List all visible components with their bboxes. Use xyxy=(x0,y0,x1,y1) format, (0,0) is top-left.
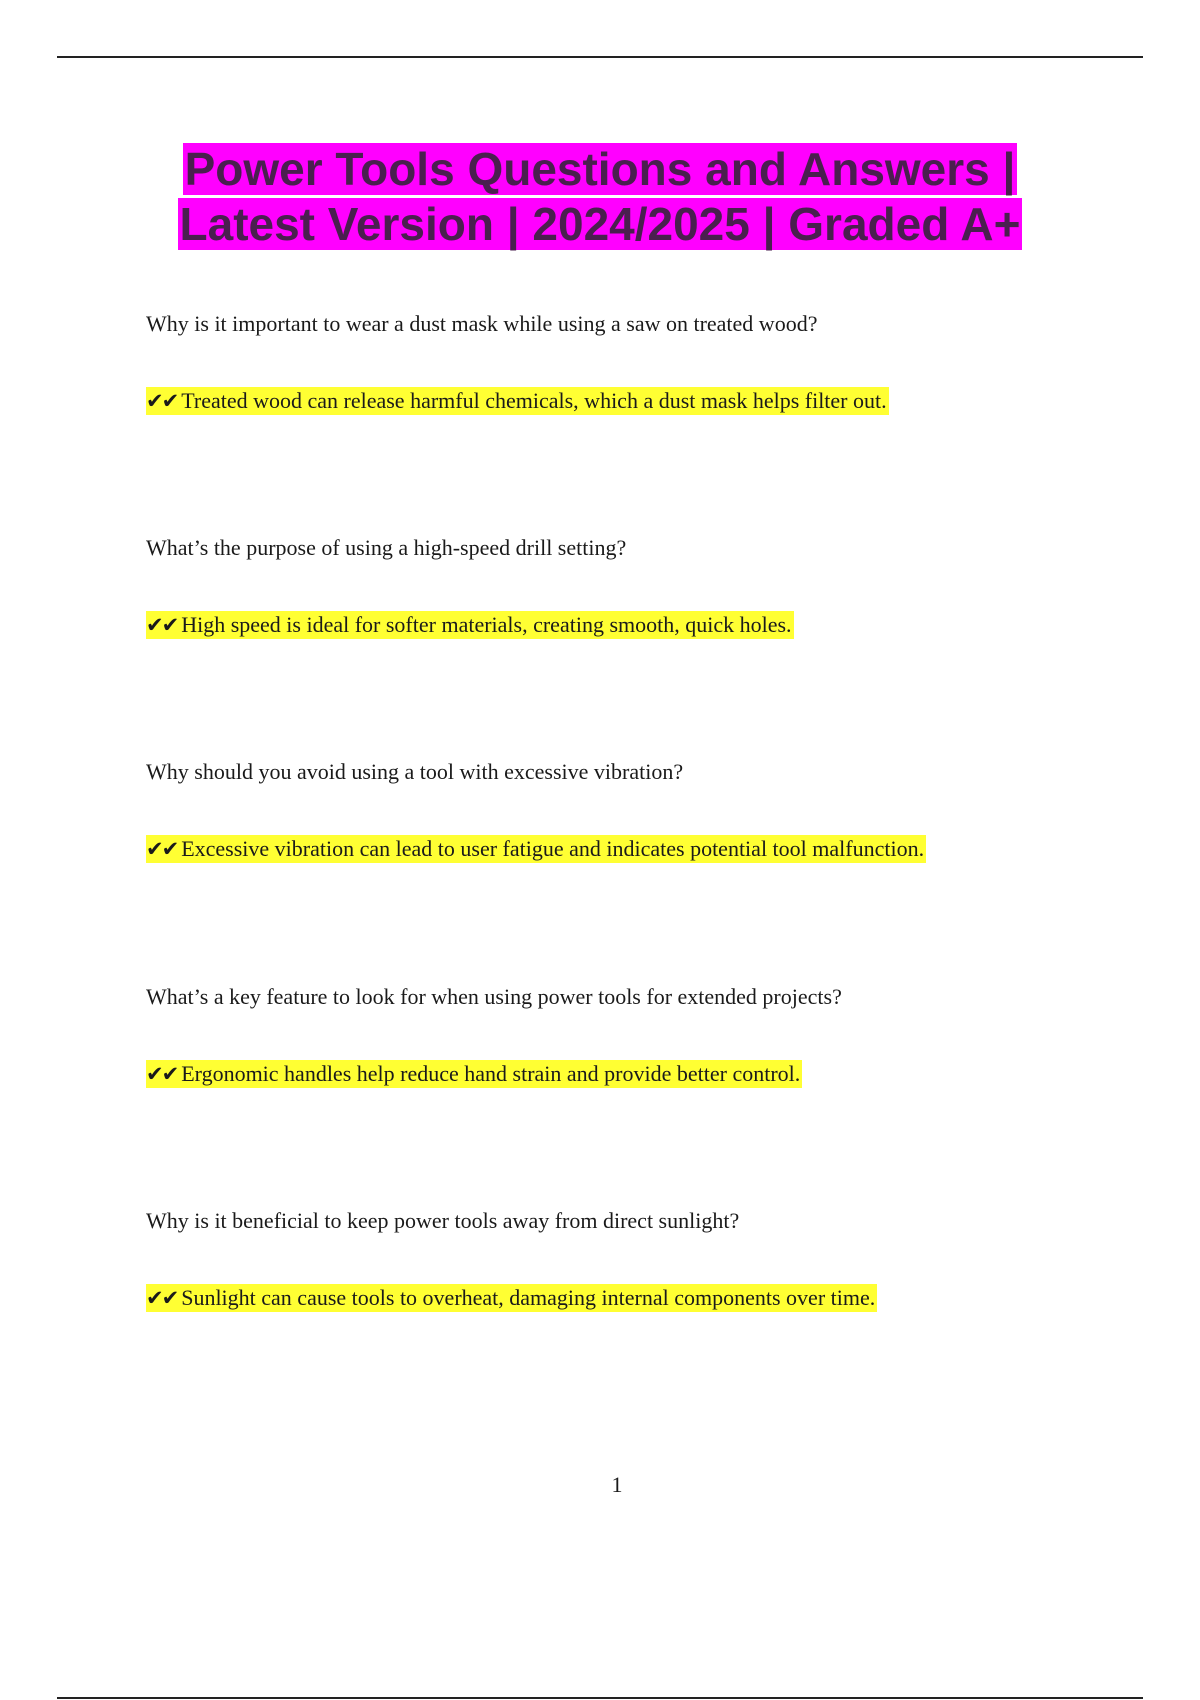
page-number: 1 xyxy=(611,1472,623,1497)
question-text: Why is it beneficial to keep power tools away from direct sunlight? xyxy=(146,1208,740,1233)
double-check-icon: ✔✔ xyxy=(146,1062,178,1086)
answer-highlight xyxy=(146,1060,802,1088)
answer-highlight xyxy=(146,835,926,863)
question-text: Why is it important to wear a dust mask while using a saw on treated wood? xyxy=(146,311,818,336)
qa-item-1 xyxy=(146,311,1066,415)
title-line-2: Latest Version | 2024/2025 | Graded A+ xyxy=(179,198,1021,250)
answer-highlight xyxy=(146,387,889,415)
bottom-rule xyxy=(57,1697,1143,1699)
answer-text: Ergonomic handles help reduce hand strain and provide better control. xyxy=(181,1061,801,1086)
answer-text: High speed is ideal for softer materials, creating smooth, quick holes. xyxy=(181,612,792,637)
answer-text: Excessive vibration can lead to user fatigue and indicates potential tool malfunction. xyxy=(181,836,925,861)
double-check-icon: ✔✔ xyxy=(146,389,178,413)
question-text: What’s the purpose of using a high-speed drill setting? xyxy=(146,535,627,560)
answer-text: Sunlight can cause tools to overheat, damaging internal components over time. xyxy=(181,1285,876,1310)
qa-item-2 xyxy=(146,535,1066,639)
document-title xyxy=(0,142,1200,252)
qa-item-5 xyxy=(146,1208,1066,1312)
answer-highlight xyxy=(146,1284,877,1312)
question-text: What’s a key feature to look for when using power tools for extended projects? xyxy=(146,984,842,1009)
qa-item-3 xyxy=(146,759,1066,863)
title-line-1: Power Tools Questions and Answers | xyxy=(184,143,1016,195)
double-check-icon: ✔✔ xyxy=(146,613,178,637)
double-check-icon: ✔✔ xyxy=(146,1286,178,1310)
answer-highlight xyxy=(146,611,794,639)
qa-item-4 xyxy=(146,984,1066,1088)
answer-text: Treated wood can release harmful chemicals, which a dust mask helps filter out. xyxy=(181,388,887,413)
double-check-icon: ✔✔ xyxy=(146,837,178,861)
top-rule xyxy=(57,56,1143,58)
question-text: Why should you avoid using a tool with excessive vibration? xyxy=(146,759,684,784)
